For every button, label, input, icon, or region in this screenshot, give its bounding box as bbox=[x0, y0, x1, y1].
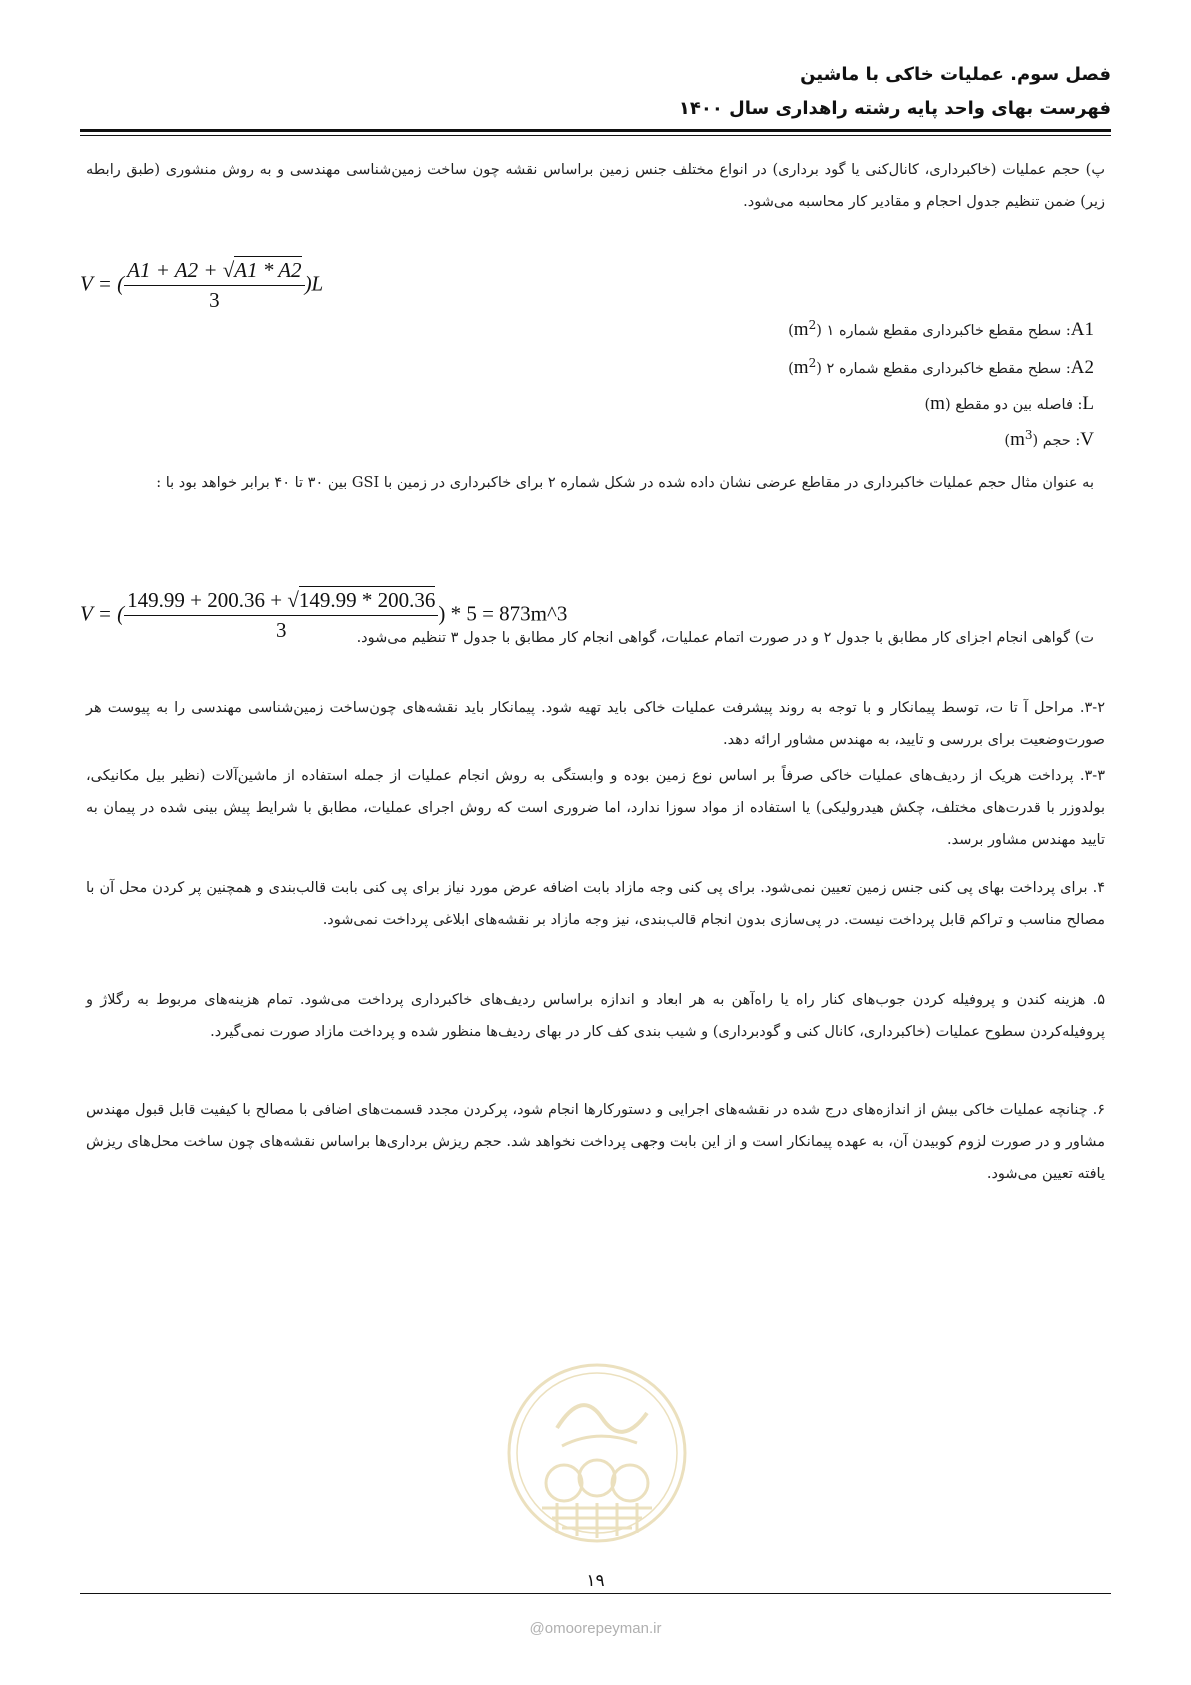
formula-numerator-sum: A1 + A2 + bbox=[127, 258, 223, 282]
calc-rhs: ) * 5 = 873m^3 bbox=[438, 601, 568, 626]
formula-sqrt-term: A1 * A2 bbox=[234, 258, 302, 282]
paragraph-4: ۴. برای پرداخت بهای پی کنی جنس زمین تعیین نمی‌شود. برای پی کنی وجه مازاد بابت اضافه عرض مورد نیاز برای پی کنی بابت قالب‌بندی و همچنین پر کردن محل آن با مصالح مناسب و تراکم قابل پرداخت نیست. در پی‌سازی بدون انجام قالب‌بندی، نیز وجه مازاد بر نقشه‌های ابلاغی پرداخت نمی‌شود. bbox=[86, 880, 1105, 928]
paragraph-3-2: ۳-۲. مراحل آ تا ت، توسط پیمانکار و با توجه به روند پیشرفت عملیات خاکی باید تهیه شود. پیمانکار باید نقشه‌های چون‌ساخت زمین‌شناسی مهندسی را به پیوست هر صورت‌وضعیت برای بررسی و تایید، به مهندس مشاور ارائه دهد. bbox=[86, 700, 1105, 748]
definition-key: A1 bbox=[1070, 318, 1094, 340]
omoore-peyman-seal-icon bbox=[502, 1358, 692, 1548]
page-number: ۱۹ bbox=[586, 1571, 605, 1591]
definition-exponent: 2 bbox=[808, 318, 817, 332]
definition-key: A2 bbox=[1070, 356, 1094, 378]
definition-unit: m bbox=[793, 318, 809, 340]
definition-l bbox=[924, 393, 1094, 415]
definition-key: L bbox=[1082, 393, 1094, 414]
definition-unit: m bbox=[793, 356, 809, 378]
example-paragraph: به عنوان مثال حجم عملیات خاکبرداری در مقاطع عرضی نشان داده شده در شکل شماره ۲ برای خاکبرداری در زمین با GSI بین ۳۰ تا ۴۰ برابر خواهد بود با : bbox=[156, 475, 1094, 491]
formula-lhs: V = ( bbox=[80, 271, 125, 296]
paragraph-6: ۶. چنانچه عملیات خاکی بیش از اندازه‌های درج شده در نقشه‌های اجرایی و دستورکارها انجام شود، پرکردن مجدد قسمت‌های اضافی با مصالح با کیفیت قابل قبول مهندس مشاور و در صورت لزوم کوبیدن آن، به عهده پیمانکار است و از این بابت وجهی پرداخت نخواهد شد. حجم ریزش برداری‌ها براساس نقشه‌های چون ساخت محل‌های ریزش یافته تعیین می‌شود. bbox=[86, 1102, 1105, 1182]
calc-numerator: 149.99 + 200.36 + √149.99 * 200.36 bbox=[124, 588, 438, 616]
paragraph-t: ت) گواهی انجام اجزای کار مطابق با جدول ۲ و در صورت اتمام عملیات، گواهی انجام کار مطابق با جدول ۳ تنظیم می‌شود. bbox=[356, 630, 1094, 646]
definition-close: ) bbox=[924, 397, 931, 413]
formula-numerator: A1 + A2 + √A1 * A2 bbox=[124, 258, 304, 286]
definition-text: : سطح مقطع خاکبرداری مقطع شماره ۲ ( bbox=[816, 360, 1071, 377]
definition-text: : حجم ( bbox=[1032, 432, 1081, 449]
definition-exponent: 3 bbox=[1024, 428, 1033, 442]
paragraph-3-3: ۳-۳. پرداخت هریک از ردیف‌های عملیات خاکی صرفاً بر اساس نوع زمین بوده و وابستگی به روش انجام عملیات از جمله استفاده از ماشین‌آلات (نظیر بیل مکانیکی، بولدوزر با قدرت‌های مختلف، چکش هیدرولیکی) یا استفاده از مواد سوزا ندارد، اما ضروری است که روش اجرای عملیات، مطابق با شرایط پیش بینی شده در پیمان به تایید مهندس مشاور برسد. bbox=[86, 768, 1105, 848]
header-rule-thin bbox=[80, 135, 1111, 136]
document-subtitle: فهرست بهای واحد پایه رشته راهداری سال ۱۴۰۰ bbox=[678, 98, 1111, 119]
volume-formula bbox=[80, 258, 323, 313]
definition-unit: m bbox=[930, 393, 945, 414]
header-rule-thick bbox=[80, 129, 1111, 132]
website-watermark: @omoorepeyman.ir bbox=[529, 1620, 662, 1637]
footer-rule bbox=[80, 1593, 1111, 1594]
definition-key: V bbox=[1080, 428, 1094, 450]
definition-a2 bbox=[788, 356, 1094, 379]
chapter-title: فصل سوم. عملیات خاکی با ماشین bbox=[800, 64, 1111, 85]
intro-paragraph: پ) حجم عملیات (خاکبرداری، کانال‌کنی یا گود برداری) در انواع مختلف جنس زمین براساس نقشه چون ساخت زمین‌شناسی مهندسی و به روش منشوری (طبق رابطه زیر) ضمن تنظیم جدول احجام و مقادیر کار محاسبه می‌شود. bbox=[86, 162, 1105, 210]
calc-denominator: 3 bbox=[275, 618, 287, 642]
definition-text: : سطح مقطع خاکبرداری مقطع شماره ۱ ( bbox=[816, 322, 1071, 339]
definition-close: ) bbox=[788, 360, 794, 377]
calc-lhs: V = ( bbox=[80, 601, 125, 626]
definition-v bbox=[1004, 428, 1094, 451]
definition-exponent: 2 bbox=[808, 356, 817, 370]
definition-a1 bbox=[788, 318, 1094, 341]
definition-close: ) bbox=[1004, 432, 1011, 449]
calc-numerator-sum: 149.99 + 200.36 + bbox=[127, 588, 288, 612]
formula-fraction bbox=[124, 258, 304, 313]
definition-text: : فاصله بین دو مقطع ( bbox=[944, 397, 1083, 413]
formula-rhs: )L bbox=[304, 271, 324, 296]
definition-close: ) bbox=[788, 322, 794, 339]
paragraph-5: ۵. هزینه کندن و پروفیله کردن جوب‌های کنار راه یا راه‌آهن به هر ابعاد و اندازه براساس ردیف‌های خاکبرداری پرداخت می‌شود. تمام هزینه‌های مربوط به رگلاژ و پروفیله‌کردن سطوح عملیات (خاکبرداری، کانال کنی و گودبرداری) و شیب بندی کف کار در بهای ردیف‌ها منظور شده و پرداخت مازاد صورت نمی‌گیرد. bbox=[86, 992, 1105, 1040]
formula-denominator: 3 bbox=[209, 288, 220, 312]
calc-sqrt-term: 149.99 * 200.36 bbox=[298, 588, 436, 612]
definition-unit: m bbox=[1010, 428, 1025, 450]
